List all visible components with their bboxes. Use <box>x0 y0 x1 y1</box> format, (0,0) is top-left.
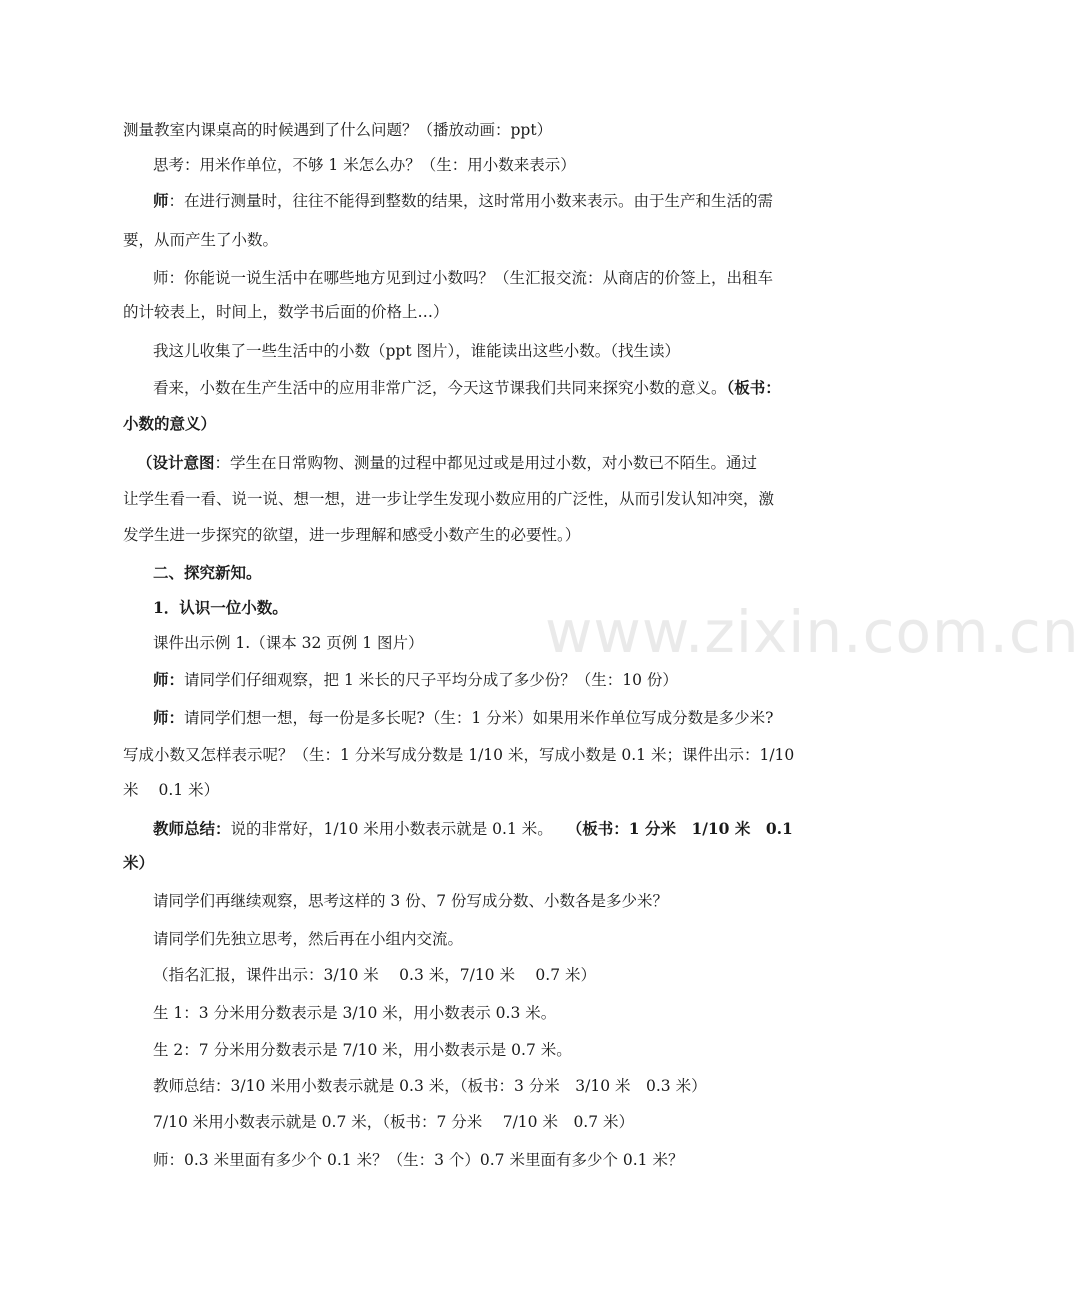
paragraph-line: 教师总结：3/10 米用小数表示就是 0.3 米，（板书：3 分米 3/10 米 0.3 米） <box>153 1077 707 1095</box>
text-run: 0.1 米） <box>158 781 220 799</box>
bold-text: （板书： <box>726 378 781 397</box>
paragraph-line <box>153 191 773 211</box>
bold-text: （设计意图 <box>137 453 215 472</box>
text-run: ：在进行测量时，往往不能得到整数的结果，这时常用小数来表示。由于生产和生活的需 <box>168 192 774 210</box>
watermark: www.zixin.com.cn <box>545 598 1080 666</box>
paragraph-line: 要，从而产生了小数。 <box>123 231 279 249</box>
paragraph-line: 师：你能说一说生活中在哪些地方见到过小数吗？（生汇报交流：从商店的价签上，出租车 <box>153 269 774 287</box>
paragraph-line <box>137 453 757 473</box>
text-run: 看来，小数在生产生活中的应用非常广泛，今天这节课我们共同来探究小数的意义。 <box>153 379 727 397</box>
bold-text: 师： <box>153 708 185 727</box>
section-heading: 二、探究新知。 <box>153 563 262 582</box>
text-run: 请同学们仔细观察，把 1 米长的尺子平均分成了多少份？（生：10 份） <box>184 671 678 689</box>
paragraph-line: 课件出示例 1.（课本 32 页例 1 图片） <box>153 634 424 652</box>
paragraph-line: 请同学们先独立思考，然后再在小组内交流。 <box>153 930 464 948</box>
paragraph-line: 生 1：3 分米用分数表示是 3/10 米，用小数表示 0.3 米。 <box>153 1004 557 1022</box>
paragraph-line: 思考：用米作单位，不够 1 米怎么办？（生：用小数来表示） <box>153 156 576 174</box>
paragraph-line: （指名汇报，课件出示：3/10 米 0.3 米，7/10 米 0.7 米） <box>153 966 596 984</box>
paragraph-line <box>123 780 219 800</box>
bold-text: 师： <box>153 670 185 689</box>
bold-text: 教师总结： <box>153 819 231 838</box>
paragraph-line: 的计较表上，时间上，数学书后面的价格上…） <box>123 303 449 321</box>
text-run: ：学生在日常购物、测量的过程中都见过或是用过小数，对小数已不陌生。通过 <box>214 454 758 472</box>
paragraph-line: 米） <box>123 853 155 872</box>
paragraph-line: 生 2：7 分米用分数表示是 7/10 米，用小数表示是 0.7 米。 <box>153 1041 572 1059</box>
bold-text: 师 <box>153 191 169 210</box>
paragraph-line <box>153 819 793 839</box>
subsection-heading: 1．认识一位小数。 <box>153 598 288 617</box>
text-run: 米 <box>123 781 139 799</box>
paragraph-line: 写成小数又怎样表示呢？（生：1 分米写成分数是 1/10 米，写成小数是 0.1 米；课件出示：1/10 <box>123 746 795 764</box>
paragraph-line <box>153 670 678 690</box>
paragraph-line: 发学生进一步探究的欲望，进一步理解和感受小数产生的必要性。） <box>123 526 581 544</box>
paragraph-line: 小数的意义） <box>123 414 217 433</box>
paragraph-line: 7/10 米用小数表示就是 0.7 米，（板书：7 分米 7/10 米 0.7 米） <box>153 1113 635 1131</box>
paragraph-line: 请同学们再继续观察，思考这样的 3 份、7 份写成分数、小数各是多少米？ <box>153 892 669 910</box>
paragraph-line: 测量教室内课桌高的时候遇到了什么问题？（播放动画：ppt） <box>123 121 553 139</box>
paragraph-line: 让学生看一看、说一说、想一想，进一步让学生发现小数应用的广泛性，从而引发认知冲突，激 <box>123 490 775 508</box>
text-run: 说的非常好，1/10 米用小数表示就是 0.1 米。 <box>230 820 553 838</box>
text-run: 请同学们想一想，每一份是多长呢?（生：1 分米）如果用米作单位写成分数是多少米? <box>184 709 774 727</box>
paragraph-line <box>153 378 781 398</box>
paragraph-line: 师：0.3 米里面有多少个 0.1 米？（生：3 个）0.7 米里面有多少个 0.1 米？ <box>153 1151 684 1169</box>
paragraph-line: 我这儿收集了一些生活中的小数（ppt 图片），谁能读出这些小数。（找生读） <box>153 342 681 360</box>
bold-text: （板书：1 分米 1/10 米 0.1 <box>566 819 793 838</box>
paragraph-line <box>153 708 773 728</box>
